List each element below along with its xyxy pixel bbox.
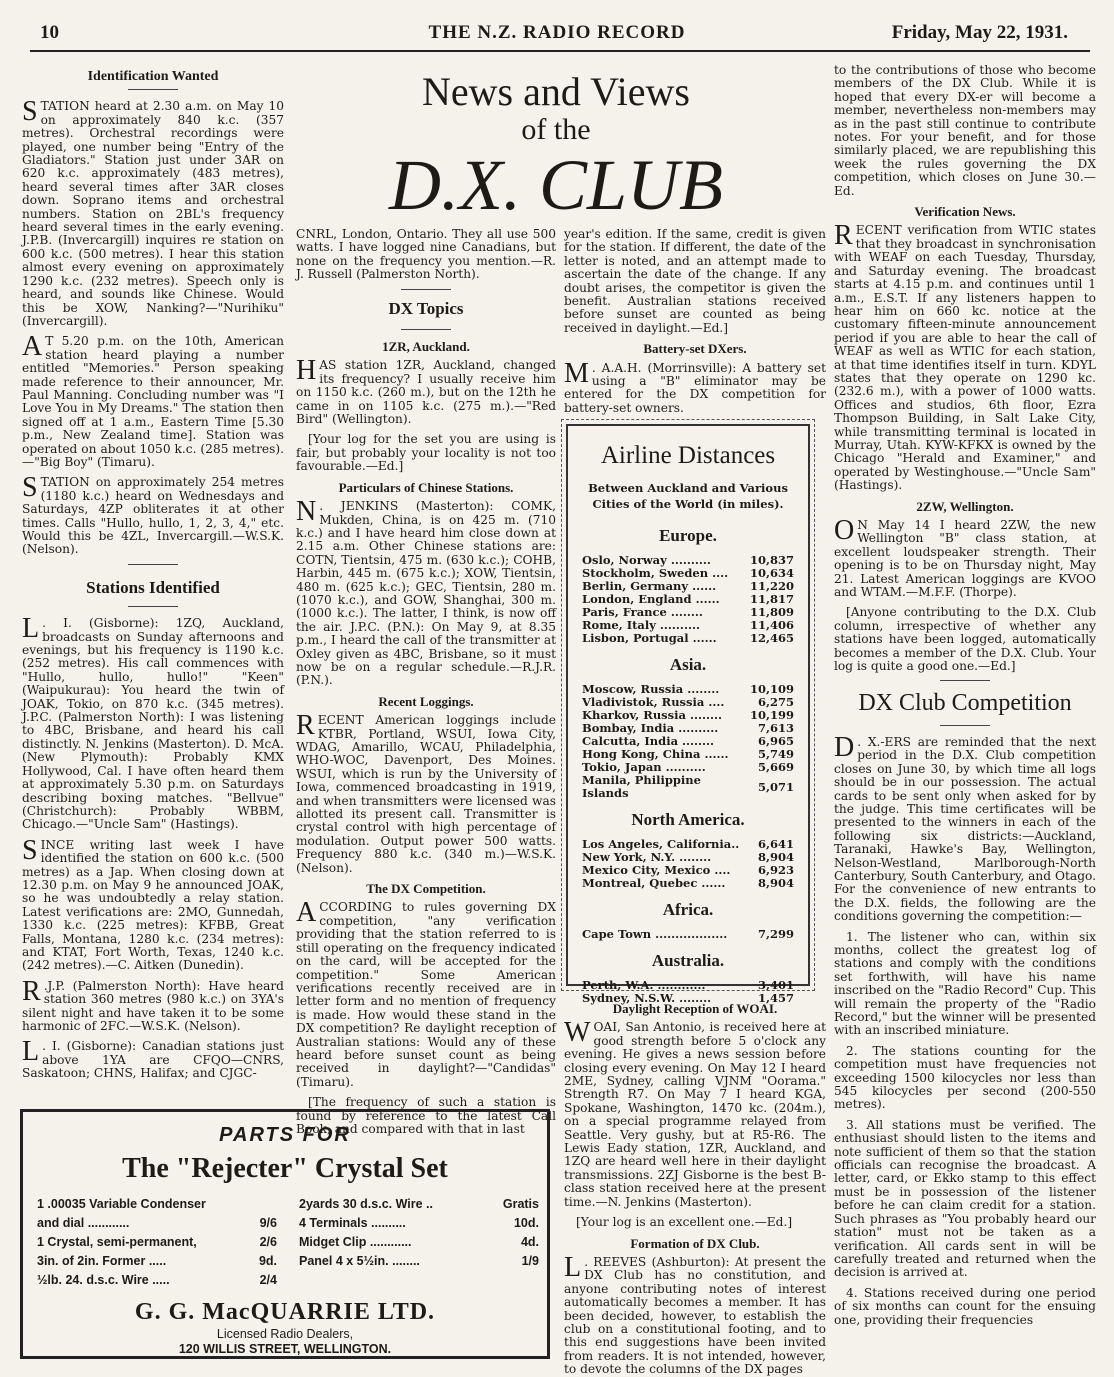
ad-price-item [37,1271,277,1290]
distance-miles: 11,406 [749,618,794,632]
distance-miles: 10,837 [749,553,794,567]
article-paragraph: D . X.-ERS are reminded that the next period in the D.X. Club competition closes on June 30, by which time all logs should be in our possession. The actual cards to be sent only when asked for by the judge. This time certificates will be presented to the winners in each of the following six districts:—Auckland, Taranaki, Hawke's Bay, Wellington, Nelson-Westland, Marlborough-North Canterbury, South Canterbury, and Otago. For the convenience of new entrants to the D.X. fields, the following are the conditions governing the competition:— [834,731,1096,924]
masthead: THE N.Z. RADIO RECORD [428,22,686,43]
city-name: Oslo, Norway .......... [582,553,711,567]
page-header [0,22,1114,50]
distance-miles: 10,634 [749,566,794,580]
distance-miles: 10,109 [749,682,794,696]
ad-item-label: ½lb. 24. d.s.c. Wire ..... [37,1273,170,1287]
distance-miles: 11,817 [749,592,794,606]
drop-cap: A [22,331,43,363]
distance-miles: 7,613 [757,721,794,735]
distance-miles: 12,465 [749,631,794,645]
city-name: Tokio, Japan .......... [582,760,706,774]
section-heading: 1ZR, Auckland. [382,339,470,355]
drop-cap: W [564,1017,591,1049]
city-name: Mexico City, Mexico .... [582,863,731,877]
article-paragraph: to the contributions of those who become members of the DX Club. While it is hoped that every DX-er will become a member, nevertheless non-members may as in the past still continue to contribute notes. For your benefit, and for those similarly placed, we are republishing this week the rules governing the DX competition, which closes on June 30.—Ed. [834,63,1096,198]
ad-product: The "Rejecter" Crystal Set [122,1153,448,1184]
distance-miles: 6,275 [757,695,794,709]
ad-price-list-right [299,1195,539,1271]
city-name: Hong Kong, China ...... [582,747,729,761]
city-name: Montreal, Quebec ...... [582,876,726,890]
article-paragraph: SINCE writing last week I have identified the station on 600 k.c. (500 metres) as a Jap. When closing down at 12.30 p.m. on May 9 he announced JOAK, so he was undoubtedly a relay station. Latest verifications are: 2MO, Gunnedah, 1330 k.c. (225 metres): KFBB, Great Falls, Montana, 1280 k.c. (234 metres): and KTAT, Fort Worth, Texas, 1240 k.c. (242 metres).—C. Aitken (Dunedin). [22,834,284,973]
ad-item-label: 4 Terminals .......... [299,1216,406,1230]
drop-cap: S [22,96,38,128]
distance-table [582,554,794,645]
article-paragraph: R .J.P. (Palmerston North): Have heard station 360 metres (980 k.c.) on 3YA's silent night and have taken it to be some harmonic of 2FC.—W.S.K. (Nelson). [22,975,284,1033]
ad-price-item [37,1195,277,1214]
ad-item-price: 2/6 [259,1235,277,1249]
article-paragraph: A T 5.20 p.m. on the 10th, American station heard playing a number entitled "Memories." Person speaking made reference to their announcer, Mr. Paul Manning. Concluding number was "I Love You in My Dreams." The station then signed off at 1 a.m., Eastern Time [5.30 p.m., New Zealand time]. Station was operated on about 1050 k.c. (285 metres).—"Big Boy" (Timaru). [22,331,284,469]
ad-price-item [37,1252,277,1271]
city-name: Moscow, Russia ........ [582,682,720,696]
distance-miles: 5,071 [757,779,794,794]
section-heading: Formation of DX Club. [630,1235,760,1251]
section-heading: Daylight Reception of WOAI. [612,1001,778,1016]
city-name: Manila, Philippine Islands [582,773,701,800]
article-paragraph: M . A.A.H. (Morrinsville): A battery set using a "B" eliminator may be entered for the DX competition for battery-set owners. [564,357,826,415]
column-3-top [564,228,826,413]
divider [401,289,451,290]
distance-miles: 5,749 [757,747,794,761]
distance-miles: 8,904 [757,876,794,890]
distance-row [582,774,794,800]
distance-miles: 6,641 [757,837,794,851]
city-name: Bombay, India .......... [582,721,719,735]
distance-miles: 11,809 [749,605,794,619]
column-1 [22,64,284,1100]
ad-price-item [299,1233,539,1252]
city-name: New York, N.Y. ........ [582,850,712,864]
distance-row [582,928,794,941]
ad-price-list [23,1195,547,1295]
column-3-bottom [564,996,826,1377]
ad-item-price: Gratis [502,1197,539,1211]
distance-table [582,838,794,890]
airline-regions [582,526,794,1005]
rule-3: 3. All stations must be verified. The enthusiast should listen to the items and note sufficient of them so that the station officials can recognise the broadcast. A letter, card, or Ekko stamp to this effect must be in possession of the listener before he can claim credit for a station. Such phrases as "You probably heard our station" must not be taken as a verification. All cards sent in will be carefully treated and returned when the decision is arrived at. [834,1117,1096,1280]
section-heading: Verification News. [914,204,1016,220]
section-heading: 2ZW, Wellington. [916,498,1014,514]
article-paragraph: STATION heard at 2.30 a.m. on May 10 on approximately 840 k.c. (357 metres). Orchestral recordings were played, one number being "Entry of the Gladiators." Station just under 3AR on 620 k.c. approximately (483 metres), heard several times after 3AR closes down. Soprano items and orchestral numbers. Station on 2BL's frequency heard several times in the early evening. J.P.B. (Invercargill) inquires re station on 600 k.c. (500 metres). I hear this station almost every evening on approximately 1290 k.c. (232 metres). Speech only is heard, and sounds like Chinese. Would this be XOW, Nanking?—"Nurihiku" (Invercargill). [22,96,284,328]
distance-miles: 11,220 [749,579,794,593]
header-rule [30,50,1090,52]
city-name: Sydney, N.S.W. ........ [582,991,712,1005]
city-name: Berlin, Germany ...... [582,579,717,593]
column-4 [834,64,1096,1361]
section-heading: Recent Loggings. [378,693,474,709]
ad-item-price: 9/6 [259,1216,277,1230]
article-paragraph: L . REEVES (Ashburton): At present the DX Club has no constitution, and anyone contributing notes of interest automatically becomes a member. It has been decided, however, to establish the club on a constitutional footing, and to this end suggestions have been invited from readers. It is not intended, however, to devote the columns of the DX pages [564,1251,826,1377]
city-name: Calcutta, India ........ [582,734,715,748]
distance-table [582,928,794,941]
region-heading: Australia. [651,951,725,970]
rule-4: 4. Stations received during one period of six months can count for the ensuing one, providing their frequencies [834,1285,1096,1327]
section-heading: Battery-set DXers. [643,341,747,357]
city-name: Vladivistok, Russia .... [582,695,725,709]
distance-miles: 8,904 [757,850,794,864]
ad-price-list-left [37,1195,277,1290]
editor-note: [Your log for the set you are using is fair, but probably your locality is not too favourable.—Ed.] [296,432,556,474]
city-name: Kharkov, Russia ........ [582,708,722,722]
article-paragraph: STATION on approximately 254 metres (1180 k.c.) heard on Wednesdays and Saturdays, 4ZP obliterates it at other times. Calls "Hullo, hullo, 1, 2, 3, 4," etc. Would this be 4ZL, Invercargill.—W.S.K. (Nelson). [22,472,284,557]
ad-item-label: Panel 4 x 5½in. ........ [299,1254,420,1268]
article-paragraph: N . JENKINS (Masterton): COMK, Mukden, China, is on 425 m. (710 k.c.) and I have heard him close down at 2.15 a.m. Other Chinese stations are: COTN, Tientsin, 475 m. (630 k.c.); COHB, Harbin, 445 m. (675 k.c.); XOW, Tientsin, 480 m. (625 k.c.); GEC, Tientsin, 280 m. (1070 k.c.), and GOW, Shanghai, 300 m. (1000 k.c.). The latter, I think, is now off the air. J.P.C. (P.N.): On May 9, at 8.35 p.m., I heard the call of the transmitter at Oxley given as 4BC, Brisbane, so it must now be on a regular schedule.—R.J.R. (P.N.). [296,496,556,688]
ad-licensed: Licensed Radio Dealers, [216,1327,354,1341]
ad-item-price: 10d. [513,1216,539,1230]
column-2 [296,227,556,1136]
ad-price-item [299,1195,539,1214]
drop-cap: R [834,220,853,252]
editor-note: [Anyone contributing to the D.X. Club column, irrespective of whether any stations have been logged, automatically becomes a member of the D.X. Club. Your log is quite a good one.—Ed.] [834,605,1096,674]
drop-cap: R [296,710,315,742]
distance-miles: 3,401 [757,978,794,992]
editor-note: [Your log is an excellent one.—Ed.] [576,1215,793,1230]
drop-cap: L [564,1251,582,1283]
ad-parts-for: PARTS FOR [219,1124,351,1146]
drop-cap: S [22,834,38,866]
article-paragraph: year's edition. If the same, credit is given for the station. If different, the date of the letter is noted, and an attempt made to ascertain the date of the change. If any doubt arises, the competitor is given the benefit. Australian stations received before sunset are counted as being received in daylight.—Ed.] [564,227,826,335]
drop-cap: O [834,515,855,546]
ad-item-price: 4d. [520,1235,539,1249]
dx-topics-heading: DX Topics [388,298,464,318]
region-heading: Europe. [659,526,717,545]
article-paragraph: ACCORDING to rules governing DX competition, "any verification providing that the station referred to is still operating on the frequency indicated on the card, will be accepted for the competition." Some American verifications recently received are in letter form and no mention of frequency is made. How would these stand in the DX competition? Re daylight reception of Australian stations: Would any of these heard before sunset count as being received in daylight?—"Candidas" (Timaru). [296,897,556,1089]
region-heading: Asia. [669,655,707,674]
section-heading: Particulars of Chinese Stations. [338,479,514,495]
editor-note: [The frequency of such a station is found by reference to the latest Call Book, and compared with that in last [296,1095,556,1136]
article-paragraph: CNRL, London, Ontario. They all use 500 watts. I have logged nine Canadians, but none on the frequency you mention.—R. J. Russell (Palmerston North). [296,227,556,282]
ad-item-price: 2/4 [259,1273,277,1287]
drop-cap: R [22,975,41,1007]
drop-cap: N [296,496,317,528]
divider [128,89,178,90]
page-number: 10 [40,22,59,43]
ad-item-label: 3in. of 2in. Former ..... [37,1254,167,1268]
article-paragraph: O N May 14 I heard 2ZW, the new Wellington "B" class station, at excellent loudspeaker strength. Their opening is to be on Thursday night, May 21. Latest American loggings are KVOO and WTAM.—M.F.F. (Thorpe). [834,515,1096,600]
divider [128,564,178,565]
title-line-2: of the [521,113,591,146]
article-paragraph: WOAI, San Antonio, is received here at good strength before 5 o'clock any evening. He gives a news session before closing every evening. On May 12 I heard 2ME, Sydney, calling VJNM "Oorama." Strength R7. On May 7 I heard KGA, Spokane, Washington, 1470 kc. (204m.), on a special programme relayed from Seattle. Very gushy, but at R5-R6. The Lewis Eady station, 1ZR, Auckland, and 1ZQ are heard well here in their daylight transmissions. 2ZJ Gisborne is the best B-class station received here at the present time.—N. Jenkins (Masterton). [564,1017,826,1209]
region-heading: Africa. [662,900,714,919]
divider [401,329,451,330]
dx-club-title [368,70,744,224]
city-name: Perth, W.A. ............ [582,978,706,992]
ad-item-label: 1 .00035 Variable Condenser [37,1197,206,1211]
drop-cap: L [22,1036,40,1068]
title-line-3: D.X. CLUB [388,145,724,225]
drop-cap: D [834,731,855,763]
city-name: Cape Town .................. [582,927,728,941]
region-heading: North America. [631,810,745,829]
article-paragraph: L . I. (Gisborne): Canadian stations just above 1YA are CFQO—CNRS, Saskatoon; CHNS, Halifax; and CJGC- [22,1036,284,1081]
rule-1: 1. The listener who can, within six months, collect the greatest log of stations and comply with the conditions set forthwith, will have his name inscribed on the "Radio Record" Cup. This will remain the property of the "Radio Record," but the winner will be presented with an inscribed miniature. [834,929,1096,1038]
city-name: Rome, Italy .......... [582,618,700,632]
issue-date: Friday, May 22, 1931. [891,22,1068,43]
rule-2: 2. The stations counting for the competition must have frequencies not exceeding 1500 kilocycles nor less than 545 kilocycles per second (200-550 metres). [834,1043,1096,1112]
distance-row [582,877,794,890]
ad-price-item [299,1214,539,1233]
ad-item-label: 2yards 30 d.s.c. Wire .. [299,1197,433,1211]
article-paragraph: RECENT American loggings include KTBR, Portland, WSUI, Iowa City, WDAG, Amarillo, WCAU, Philadelphia, WHO-WOC, Davenport, Des Moines. WSUI, which is run by the University of Iowa, commenced broadcasting in 1919, and when transmitters were licensed was allotted its present call. Transmitter is crystal control with high percentage of modulation. Output power 500 watts. Frequency 880 k.c. (340 m.)—W.S.K. (Nelson). [296,710,556,875]
distance-miles: 6,923 [757,863,794,877]
city-name: Los Angeles, California.. [582,837,740,851]
distance-row [582,632,794,645]
divider [940,725,990,726]
ad-address: 120 WILLIS STREET, WELLINGTON. [178,1342,392,1356]
city-name: Lisbon, Portugal ...... [582,631,717,645]
city-name: Paris, France ........ [582,605,703,619]
distance-miles: 10,199 [749,708,794,722]
distance-table [582,683,794,800]
airline-distances-box [566,424,810,1005]
article-paragraph: L . I. (Gisborne): 1ZQ, Auckland, broadcasts on Sunday afternoons and evenings, but his frequency is 1190 k.c. (252 metres). His call commences with "Hullo, hullo, hullo!" "Keen" (Waipukurau): You heard the twin of JOAK, Tokio, on 870 k.c. (345 metres). J.P.C. (Palmerston North): I was listening to 4BC, Brisbane, and heard his call distinctly. N. Jenkins (Masterton). D. McA. (New Plymouth): Probably KMX Hollywood, Cal. I have often heard them at approximately 5.30 p.m. on Saturdays describing boxing matches. "Bellvue" (Christchurch): Probably WBBM, Chicago.—"Uncle Sam" (Hastings). [22,613,284,832]
airline-subtitle: Between Auckland and Various Cities of the World (in miles). [588,481,788,511]
stations-identified-heading: Stations Identified [86,577,220,597]
ad-firm-name: G. G. MacQUARRIE LTD. [134,1299,436,1325]
drop-cap: M [564,357,589,389]
city-name: Stockholm, Sweden .... [582,566,729,580]
ad-item-price: 1/9 [521,1254,539,1268]
ad-price-item [37,1214,277,1233]
distance-miles: 6,965 [757,734,794,748]
drop-cap: A [296,897,317,929]
drop-cap: L [22,613,40,645]
article-paragraph: HAS station 1ZR, Auckland, changed its frequency? I usually receive him on 1150 k.c. (260 m.), but on the 12th he came in on 1105 k.c. (275 m.).—"Red Bird" (Wellington). [296,355,556,427]
title-line-1: News and Views [422,69,690,114]
dx-club-competition-heading: DX Club Competition [858,690,1072,717]
ad-item-label: 1 Crystal, semi-permanent, [37,1235,197,1249]
ad-item-label: and dial ............ [37,1216,130,1230]
distance-miles: 1,457 [757,991,794,1005]
ad-item-price: 9d. [258,1254,277,1268]
ad-price-item [37,1233,277,1252]
drop-cap: H [296,355,317,387]
distance-miles: 5,669 [757,760,794,774]
divider [940,680,990,681]
identification-wanted-heading: Identification Wanted [87,69,219,84]
article-paragraph: RECENT verification from WTIC states that they broadcast in synchronisation with WEAF on each Tuesday, Thursday, and Saturday evening. The broadcast starts at 4.15 p.m. and continues until 1 a.m., E.S.T. If any listeners happen to hear him on 660 kc. notice at the customary fifteen-minute announcement period if you are able to hear the call of WEAF as well as WTIC for each station, at that time identifies itself in turn. KDYL states that they operate on 1290 kc. (232.6 m.), with a power of 1000 watts. Offices and studios, 6th floor, Ezra Thompson Building, in Salt Lake City, while transmitting terminal is located in Murray, Utah. KYW-KFKX is owned by the Chicago "Herald and Examiner," and operated by Westinghouse.—"Uncle Sam" (Hastings). [834,220,1096,493]
drop-cap: S [22,472,38,504]
divider [128,606,178,607]
airline-title: Airline Distances [600,442,776,469]
rejecter-crystal-set-ad [20,1109,550,1359]
ad-item-label: Midget Clip ............ [299,1235,412,1249]
section-heading: The DX Competition. [366,881,486,897]
distance-miles: 7,299 [757,927,794,941]
city-name: London, England ...... [582,592,720,606]
ad-price-item [299,1252,539,1271]
